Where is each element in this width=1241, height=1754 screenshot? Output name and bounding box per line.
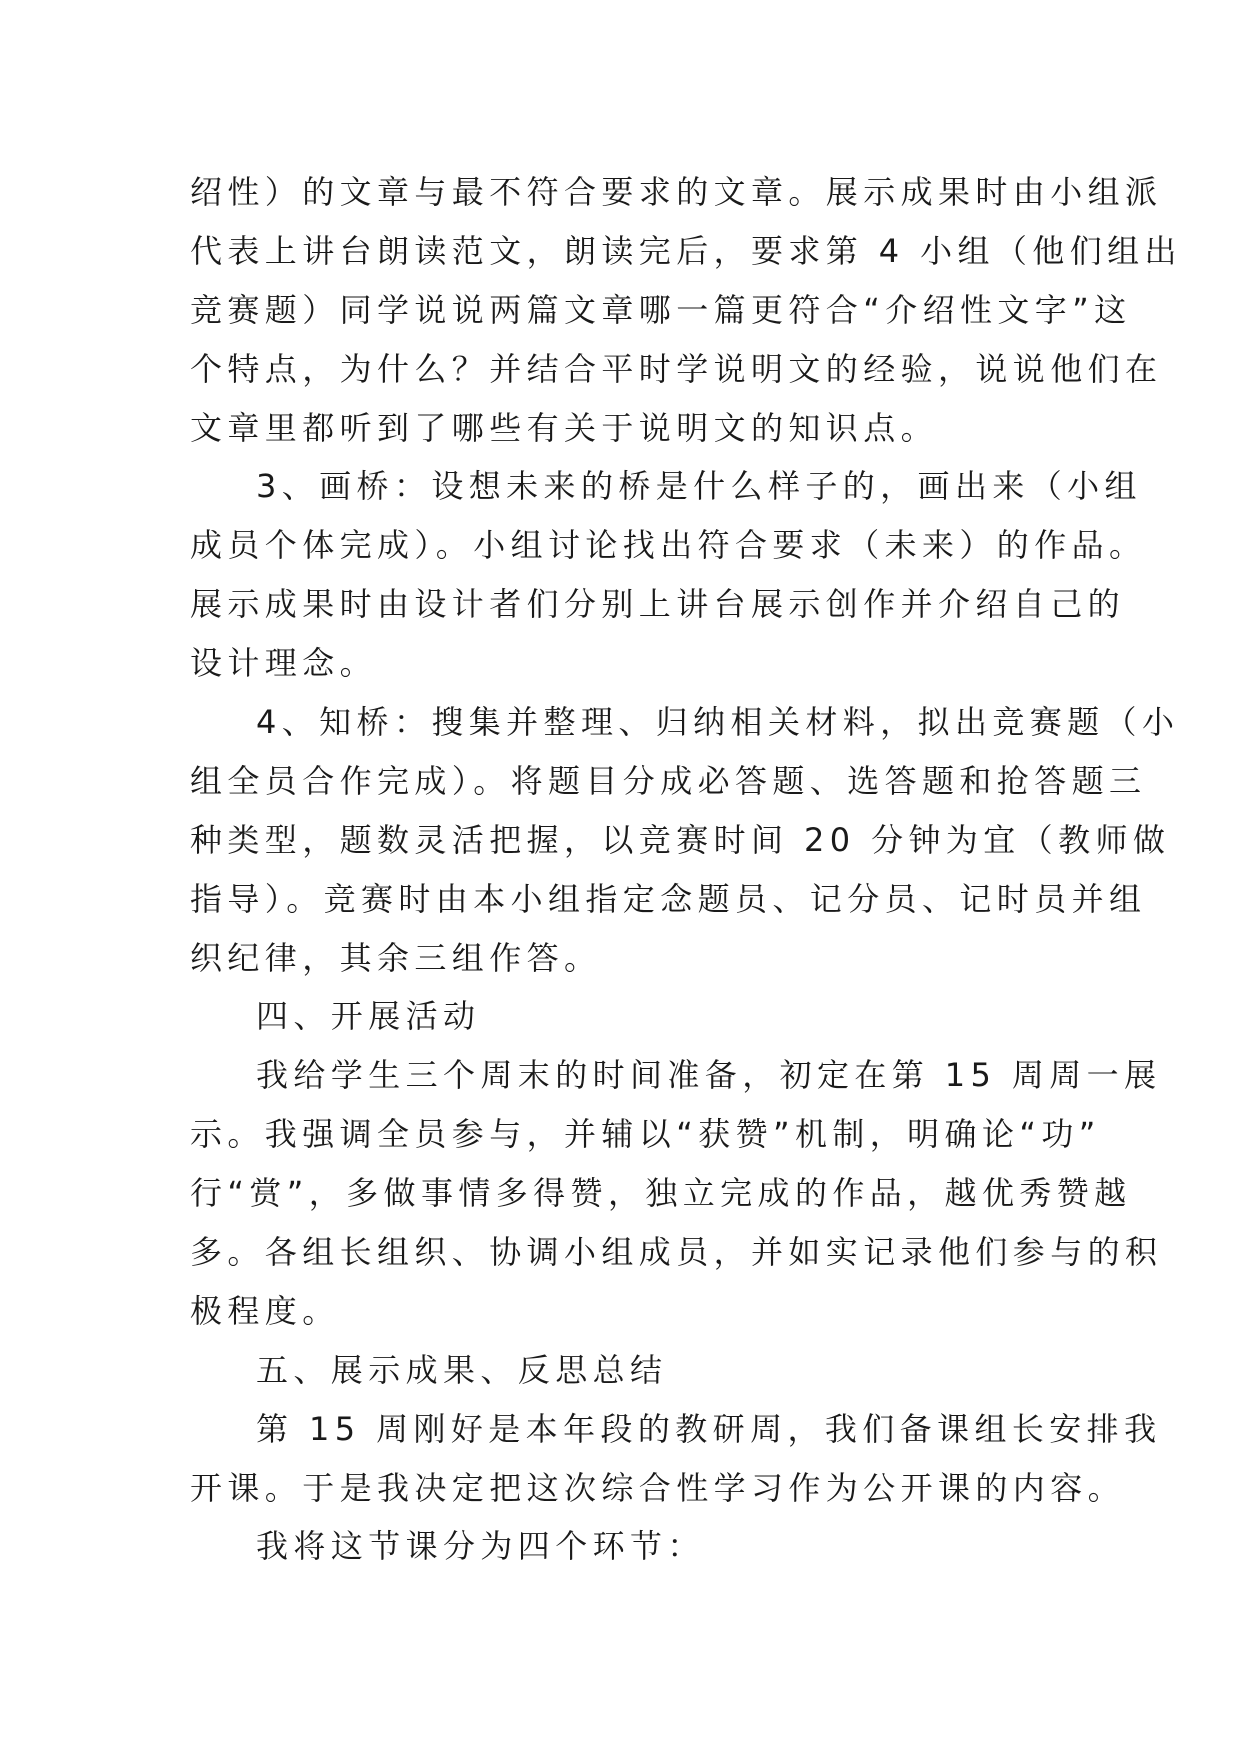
paragraph-start-line: 我给学生三个周末的时间准备，初定在第 15 周周一展 (256, 1056, 1162, 1095)
text-line: 展示成果时由设计者们分别上讲台展示创作并介绍自己的 (190, 585, 1126, 624)
text-line: 织纪律，其余三组作答。 (190, 938, 602, 977)
paragraph-start-line: 我将这节课分为四个环节： (256, 1527, 705, 1566)
text-line: 多。各组长组织、协调小组成员，并如实记录他们参与的积 (190, 1233, 1163, 1272)
text-line: 组全员合作完成）。将题目分成必答题、选答题和抢答题三 (190, 761, 1147, 800)
text-line: 成员个体完成）。小组讨论找出符合要求（未来）的作品。 (190, 526, 1147, 565)
text-line: 极程度。 (190, 1291, 340, 1330)
text-line: 竞赛题）同学说说两篇文章哪一篇更符合“介绍性文字”这 (190, 290, 1132, 329)
text-line: 个特点，为什么？并结合平时学说明文的经验，说说他们在 (190, 349, 1163, 388)
paragraph-start-line: 第 15 周刚好是本年段的教研周，我们备课组长安排我 (256, 1409, 1162, 1448)
section-heading: 五、展示成果、反思总结 (256, 1350, 668, 1389)
text-line: 示。我强调全员参与，并辅以“获赞”机制，明确论“功” (190, 1115, 1101, 1154)
text-line: 文章里都听到了哪些有关于说明文的知识点。 (190, 408, 939, 447)
text-line: 指导）。竞赛时由本小组指定念题员、记分员、记时员并组 (190, 879, 1147, 918)
section-heading: 四、开展活动 (256, 997, 481, 1036)
document-body (190, 163, 1182, 1576)
paragraph-start-line: 3、画桥：设想未来的桥是什么样子的，画出来（小组 (256, 467, 1142, 506)
text-line: 开课。于是我决定把这次综合性学习作为公开课的内容。 (190, 1468, 1126, 1507)
text-line: 绍性）的文章与最不符合要求的文章。展示成果时由小组派 (190, 173, 1163, 211)
text-line: 种类型，题数灵活把握，以竞赛时间 20 分钟为宜（教师做 (190, 820, 1171, 859)
text-line: 设计理念。 (190, 644, 378, 683)
text-line: 代表上讲台朗读范文，朗读完后，要求第 4 小组（他们组出 (190, 231, 1182, 270)
paragraph-start-line: 4、知桥：搜集并整理、归纳相关材料，拟出竞赛题（小 (256, 703, 1180, 742)
text-line: 行“赏”，多做事情多得赞，独立完成的作品，越优秀赞越 (190, 1174, 1132, 1213)
